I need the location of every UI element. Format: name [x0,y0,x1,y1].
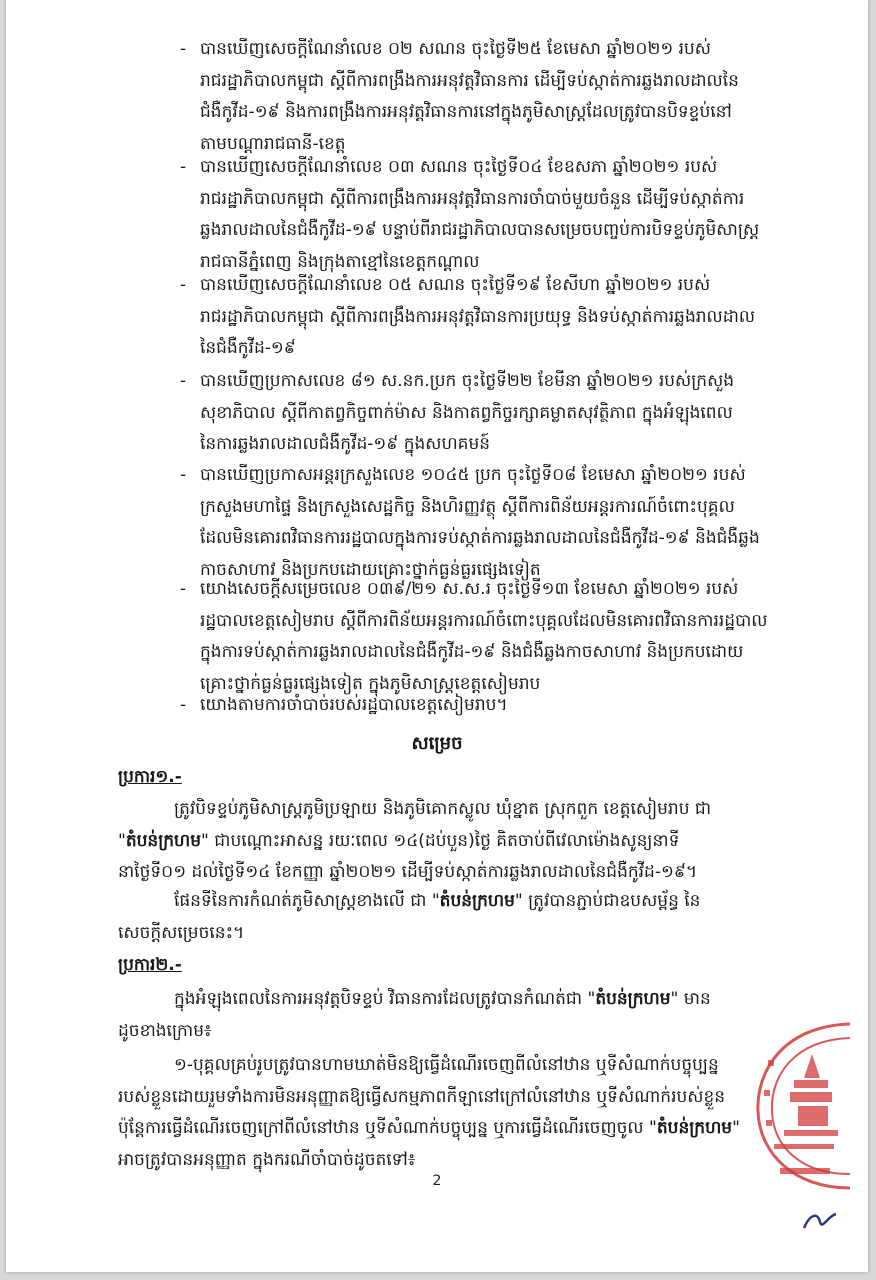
consideration-line: រាជរដ្ឋាភិបាលកម្ពុជា ស្តីពីការពង្រឹងការអនុវត្តវិធានការ ដើម្បីទប់ស្កាត់ការឆ្លងរាលដាលនៃ [200,70,739,91]
consideration-line: នៃជំងឺកូវីដ-១៩ [200,338,296,358]
consideration-line: បានឃើញសេចក្តីណែនាំលេខ ០២ សណន ចុះថ្ងៃទី២៥ ខែមេសា ឆ្នាំ២០២១ របស់ [200,39,711,59]
paragraph-line: សេចក្តីសម្រេចនេះ។ [118,922,245,943]
paragraph-line: ប៉ុន្តែការធ្វើដំណើរចេញក្រៅពីលំនៅឋាន ឬទីសំណាក់បច្ចុប្បន្ន ឬការធ្វើដំណើរចេញចូល "តំបន់ក្រហម" [118,1118,740,1138]
consideration-line: នៃការឆ្លងរាលដាលជំងឺកូវីដ-១៩ ក្នុងសហគមន៍ [200,434,491,454]
paragraph-line: ក្នុងអំឡុងពេលនៃការអនុវត្តបិទខ្ទប់ វិធានការដែលត្រូវបានកំណត់ជា "តំបន់ក្រហម" មាន [174,989,711,1009]
paragraph-line: នាថ្ងៃទី០១ ដល់ថ្ងៃទី១៤ ខែកញ្ញា ឆ្នាំ២០២១ ដើម្បីទប់ស្កាត់ការឆ្លងរាលដាលនៃជំងឺកូវីដ-១៩។ [118,862,698,882]
consideration-line: បានឃើញប្រកាសលេខ ៨១ ស.នក.ប្រក ចុះថ្ងៃទី២២ ខែមីនា ឆ្នាំ២០២១ របស់ក្រសួង [200,371,735,391]
consideration-item: - បានឃើញប្រកាសលេខ ៨១ ស.នក.ប្រក ចុះថ្ងៃទី២២ ខែមីនា ឆ្នាំ២០២១ របស់ក្រសួង សុខាភិបាល ស្តីពីកាតព្វកិច្ចពាក់ម៉ាស និងកាតព្វកិច្ចរក្សាគម្លាតសុវត្ថិភាព ក្នុងអំឡុងពេល នៃការឆ្លងរាលដាលជំងឺកូវីដ-១៩ ក្នុងសហគមន៍ [180,366,820,461]
paragraph-line: ត្រូវបិទខ្ទប់ភូមិសាស្ត្រភូមិប្រឡាយ និងភូមិគោកស្លូល ឃុំខ្នាត ស្រុកពួក ខេត្តសៀមរាប ជា [174,799,712,819]
article-1-paragraph [118,794,818,889]
consideration-line: យោងតាមការចាំបាច់របស់រដ្ឋបាលខេត្តសៀមរាប។ [200,695,508,715]
document-page [6,0,868,1272]
document-body [6,0,868,1272]
consideration-line: ដែលមិនគោរពវិធានការរដ្ឋបាលក្នុងការទប់ស្កាត់ការឆ្លងរាលដាលនៃជំងឺកូវីដ-១៩ និងជំងឺឆ្លង [200,528,760,548]
paragraph-line: ផែនទីនៃការកំណត់ភូមិសាស្ត្រខាងលើ ជា "តំបន់ក្រហម" ត្រូវបានភ្ជាប់ជាឧបសម្ព័ន្ធ នៃ [174,891,701,911]
red-zone-term: តំបន់ក្រហម [595,989,671,1009]
consideration-line: បានឃើញប្រកាសអន្តរក្រសួងលេខ ១០៤៥ ប្រក ចុះថ្ងៃទី០៨ ខែមេសា ឆ្នាំ២០២១ របស់ [200,465,746,485]
article-1-title: ប្រការ១.- [118,767,182,787]
consideration-line: បានឃើញសេចក្តីណែនាំលេខ ០៣ សណន ចុះថ្ងៃទី០៤ ខែឧសភា ឆ្នាំ២០២១ របស់ [200,157,718,177]
consideration-line: ក្រសួងមហាផ្ទៃ និងក្រសួងសេដ្ឋកិច្ច និងហិរញ្ញវត្ថុ ស្តីពីការពិន័យអន្តរការណ៍ចំពោះបុគ្គល [200,496,735,517]
consideration-line: រាជធានីភ្នំពេញ និងក្រុងតាខ្មៅនៃខេត្តកណ្តាល [200,251,480,272]
signature-icon [800,1208,840,1234]
consideration-line: បានឃើញសេចក្តីណែនាំលេខ ០៥ សណន ចុះថ្ងៃទី១៩ ខែសីហា ឆ្នាំ២០២១ របស់ [200,275,711,295]
paragraph-line: ១-បុគ្គលគ្រប់រូបត្រូវបានហាមឃាត់មិនឱ្យធ្វើដំណើរចេញពីលំនៅឋាន ឬទីសំណាក់បច្ចុប្បន្ន [174,1055,719,1075]
consideration-line: ក្នុងការទប់ស្កាត់ការឆ្លងរាលដាលនៃជំងឺកូវីដ-១៩ និងជំងឺឆ្លងកាចសាហាវ និងប្រកបដោយ [200,642,744,662]
official-seal-icon [754,1020,850,1192]
consideration-item: - បានឃើញសេចក្តីណែនាំលេខ ០៣ សណន ចុះថ្ងៃទី០៤ ខែឧសភា ឆ្នាំ២០២១ របស់ រាជរដ្ឋាភិបាលកម្ពុជា ស្តីពីការពង្រឹងការអនុវត្តវិធានការចាំបាច់មួយចំនួន ដើម្បីទប់ស្កាត់ការ ឆ្លងរាលដាលនៃជំងឺកូវីដ-១៩ បន្ទាប់ពីរាជរដ្ឋាភិបាលបានសម្រេចបញ្ចប់ការបិទខ្ទប់ភូមិសាស្ត្រ រាជធានីភ្នំពេញ និងក្រុងតាខ្មៅនៃខេត្តកណ្តាល [180,152,820,278]
page-number: 2 [432,1173,442,1189]
consideration-line: គ្រោះថ្នាក់ធ្ងន់ធ្ងរផ្សេងទៀត ក្នុងភូមិសាស្ត្រខេត្តសៀមរាប [200,673,541,694]
decision-heading: សម្រេច [411,733,463,754]
article-1-paragraph-2 [118,886,818,949]
consideration-line: រាជរដ្ឋាភិបាលកម្ពុជា ស្តីពីការពង្រឹងការអនុវត្តវិធានការចាំបាច់មួយចំនួន ដើម្បីទប់ស្កាត់ការ [200,188,745,209]
article-2-title: ប្រការ២.- [118,955,182,975]
consideration-item: - បានឃើញសេចក្តីណែនាំលេខ ០៥ សណន ចុះថ្ងៃទី១៩ ខែសីហា ឆ្នាំ២០២១ របស់ រាជរដ្ឋាភិបាលកម្ពុជា ស្តីពីការពង្រឹងការអនុវត្តវិធានការប្រយុទ្ធ និងទប់ស្កាត់ការឆ្លងរាលដាល នៃជំងឺកូវីដ-១៩ [180,270,820,365]
paragraph-line: របស់ខ្លួនដោយរួមទាំងការមិនអនុញ្ញាតឱ្យធ្វើសកម្មភាពកីឡានៅក្រៅលំនៅឋាន ឬទីសំណាក់របស់ខ្លួន [118,1086,726,1107]
consideration-line: ឆ្លងរាលដាលនៃជំងឺកូវីដ-១៩ បន្ទាប់ពីរាជរដ្ឋាភិបាលបានសម្រេចបញ្ចប់ការបិទខ្ទប់ភូមិសាស្ត្រ [200,220,760,240]
article-2-paragraph-2 [118,1050,818,1176]
article-2-paragraph [118,984,818,1047]
paragraph-line: ដូចខាងក្រោម៖ [118,1020,212,1041]
consideration-line: រាជរដ្ឋាភិបាលកម្ពុជា ស្តីពីការពង្រឹងការអនុវត្តវិធានការប្រយុទ្ធ និងទប់ស្កាត់ការឆ្លងរាលដាល [200,306,756,327]
consideration-line: សុខាភិបាល ស្តីពីកាតព្វកិច្ចពាក់ម៉ាស និងកាតព្វកិច្ចរក្សាគម្លាតសុវត្ថិភាព ក្នុងអំឡុងពេល [200,402,733,423]
paragraph-line: "តំបន់ក្រហម" ជាបណ្តោះអាសន្ន រយៈពេល ១៤(ដប់បួន)ថ្ងៃ គិតចាប់ពីវេលាម៉ោងសូន្យនាទី [118,830,680,851]
consideration-line: កាចសាហាវ និងប្រកបដោយគ្រោះថ្នាក់ធ្ងន់ធ្ងរផ្សេងទៀត [200,559,541,580]
consideration-item: - បានឃើញសេចក្តីណែនាំលេខ ០២ សណន ចុះថ្ងៃទី២៥ ខែមេសា ឆ្នាំ២០២១ របស់ រាជរដ្ឋាភិបាលកម្ពុជា ស្តីពីការពង្រឹងការអនុវត្តវិធានការ ដើម្បីទប់ស្កាត់ការឆ្លងរាលដាលនៃ ជំងឺកូវីដ-១៩ និងការពង្រឹងការអនុវត្តវិធានការនៅក្នុងភូមិសាស្ត្រដែលត្រូវបានបិទខ្ទប់នៅ តាមបណ្តារាជធានី-ខេត្ត [180,34,820,160]
consideration-line: ជំងឺកូវីដ-១៩ និងការពង្រឹងការអនុវត្តវិធានការនៅក្នុងភូមិសាស្ត្រដែលត្រូវបានបិទខ្ទប់នៅ [200,102,732,122]
consideration-item: - បានឃើញប្រកាសអន្តរក្រសួងលេខ ១០៤៥ ប្រក ចុះថ្ងៃទី០៨ ខែមេសា ឆ្នាំ២០២១ របស់ ក្រសួងមហាផ្ទៃ និងក្រសួងសេដ្ឋកិច្ច និងហិរញ្ញវត្ថុ ស្តីពីការពិន័យអន្តរការណ៍ចំពោះបុគ្គល ដែលមិនគោរពវិធានការរដ្ឋបាលក្នុងការទប់ស្កាត់ការឆ្លងរាលដាលនៃជំងឺកូវីដ-១៩ និងជំងឺឆ្លង កាចសាហាវ និងប្រកបដោយគ្រោះថ្នាក់ធ្ងន់ធ្ងរផ្សេងទៀត [180,460,820,586]
consideration-item: - យោងសេចក្តីសម្រេចលេខ ០៣៩/២១ ស.ស.រ ចុះថ្ងៃទី១៣ ខែមេសា ឆ្នាំ២០២១ របស់ រដ្ឋបាលខេត្តសៀមរាប ស្តីពីការពិន័យអន្តរការណ៍ចំពោះបុគ្គលដែលមិនគោរពវិធានការរដ្ឋបាល ក្នុងការទប់ស្កាត់ការឆ្លងរាលដាលនៃជំងឺកូវីដ-១៩ និងជំងឺឆ្លងកាចសាហាវ និងប្រកបដោយ គ្រោះថ្នាក់ធ្ងន់ធ្ងរផ្សេងទៀត ក្នុងភូមិសាស្ត្រខេត្តសៀមរាប [180,574,820,700]
paragraph-line: អាចត្រូវបានអនុញ្ញាត ក្នុងករណីចាំបាច់ដូចតទៅ៖ [118,1149,416,1170]
consideration-line: យោងសេចក្តីសម្រេចលេខ ០៣៩/២១ ស.ស.រ ចុះថ្ងៃទី១៣ ខែមេសា ឆ្នាំ២០២១ របស់ [200,579,739,599]
consideration-line: តាមបណ្តារាជធានី-ខេត្ត [200,133,346,154]
consideration-line: រដ្ឋបាលខេត្តសៀមរាប ស្តីពីការពិន័យអន្តរការណ៍ចំពោះបុគ្គលដែលមិនគោរពវិធានការរដ្ឋបាល [200,610,768,631]
red-zone-term: តំបន់ក្រហម [656,1118,733,1138]
red-zone-term: តំបន់ក្រហម [125,830,202,851]
consideration-item: - យោងតាមការចាំបាច់របស់រដ្ឋបាលខេត្តសៀមរាប។ [180,690,820,722]
red-zone-term: តំបន់ក្រហម [439,891,515,911]
